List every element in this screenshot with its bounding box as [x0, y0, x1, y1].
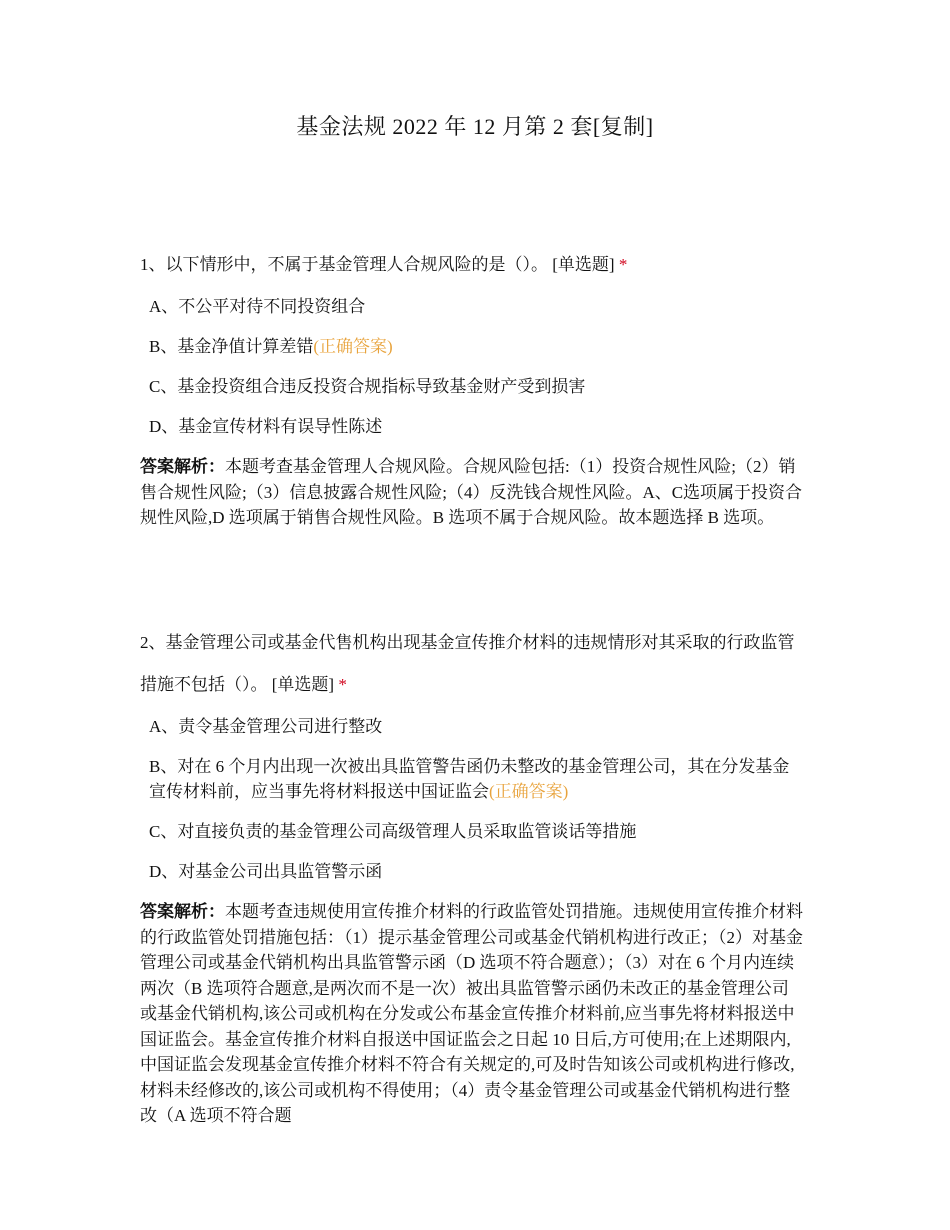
option-text: A、责令基金管理公司进行整改 [149, 717, 383, 736]
answer-analysis [140, 454, 805, 531]
option-text: D、基金宣传材料有误导性陈述 [149, 417, 383, 436]
analysis-text: 本题考查基金管理人合规风险。合规风险包括:（1）投资合规性风险;（2）销售合规性风险;（3）信息披露合规性风险;（4）反洗钱合规性风险。A、C选项属于投资合规性风险,D 选项属于销售合规性风险。B 选项不属于合规风险。故本题选择 B 选项。 [140, 457, 803, 527]
options-list [140, 714, 805, 884]
question-2 [140, 622, 805, 1129]
correct-answer-tag: (正确答案) [489, 782, 569, 801]
question-type: [单选题] [271, 675, 335, 694]
option-text: B、基金净值计算差错 [149, 337, 314, 356]
option-text: C、基金投资组合违反投资合规指标导致基金财产受到损害 [149, 377, 586, 396]
question-type: [单选题] [552, 255, 615, 274]
option-d[interactable] [140, 414, 805, 439]
answer-analysis [140, 899, 805, 1129]
analysis-text: 本题考查违规使用宣传推介材料的行政监管处罚措施。违规使用宣传推介材料的行政监管处罚措施包括：（1）提示基金管理公司或基金代销机构进行改正；（2）对基金管理公司或基金代销机构出具监管警示函（D 选项不符合题意）；（3）对在 6 个月内连续两次（B 选项符合题意,是两次而不是一次）被出具监管警示函仍未改正的基金管理公司或基金代销机构,该公司或机构在分发或公布基金宣传推介材料前,应当事先将材料报送中国证监会。基金宣传推介材料自报送中国证监会之日起 10 日后,方可使用;在上述期限内,中国证监会发现基金宣传推介材料不符合有关规定的,可及时告知该公司或机构进行修改,材料未经修改的,该公司或机构不得使用；（4）责令基金管理公司或基金代销机构进行整改（A 选项不符合题 [140, 902, 803, 1125]
option-text: B、对在 6 个月内出现一次被出具监管警告函仍未整改的基金管理公司，其在分发基金宣传材料前，应当事先将材料报送中国证监会 [149, 757, 790, 801]
correct-answer-tag: (正确答案) [313, 337, 393, 356]
options-list [140, 294, 805, 439]
option-b[interactable] [140, 334, 805, 359]
question-text: 1、以下情形中，不属于基金管理人合规风险的是（）。 [140, 255, 548, 274]
question-stem [140, 622, 805, 706]
option-b[interactable] [140, 754, 805, 804]
option-a[interactable] [140, 714, 805, 739]
required-mark: * [618, 255, 628, 274]
option-c[interactable] [140, 819, 805, 844]
option-text: C、对直接负责的基金管理公司高级管理人员采取监管谈话等措施 [149, 822, 637, 841]
question-text: 2、基金管理公司或基金代售机构出现基金宣传推介材料的违规情形对其采取的行政监管措施不包括（）。 [140, 633, 795, 694]
page-title: 基金法规 2022 年 12 月第 2 套[复制] [296, 114, 654, 139]
option-a[interactable] [140, 294, 805, 319]
option-c[interactable] [140, 374, 805, 399]
analysis-label: 答案解析： [140, 902, 225, 921]
analysis-label: 答案解析： [140, 457, 225, 476]
question-1 [140, 244, 805, 531]
option-d[interactable] [140, 859, 805, 884]
option-text: D、对基金公司出具监管警示函 [149, 862, 383, 881]
required-mark: * [338, 675, 347, 694]
option-text: A、不公平对待不同投资组合 [149, 297, 366, 316]
question-stem [140, 244, 805, 286]
